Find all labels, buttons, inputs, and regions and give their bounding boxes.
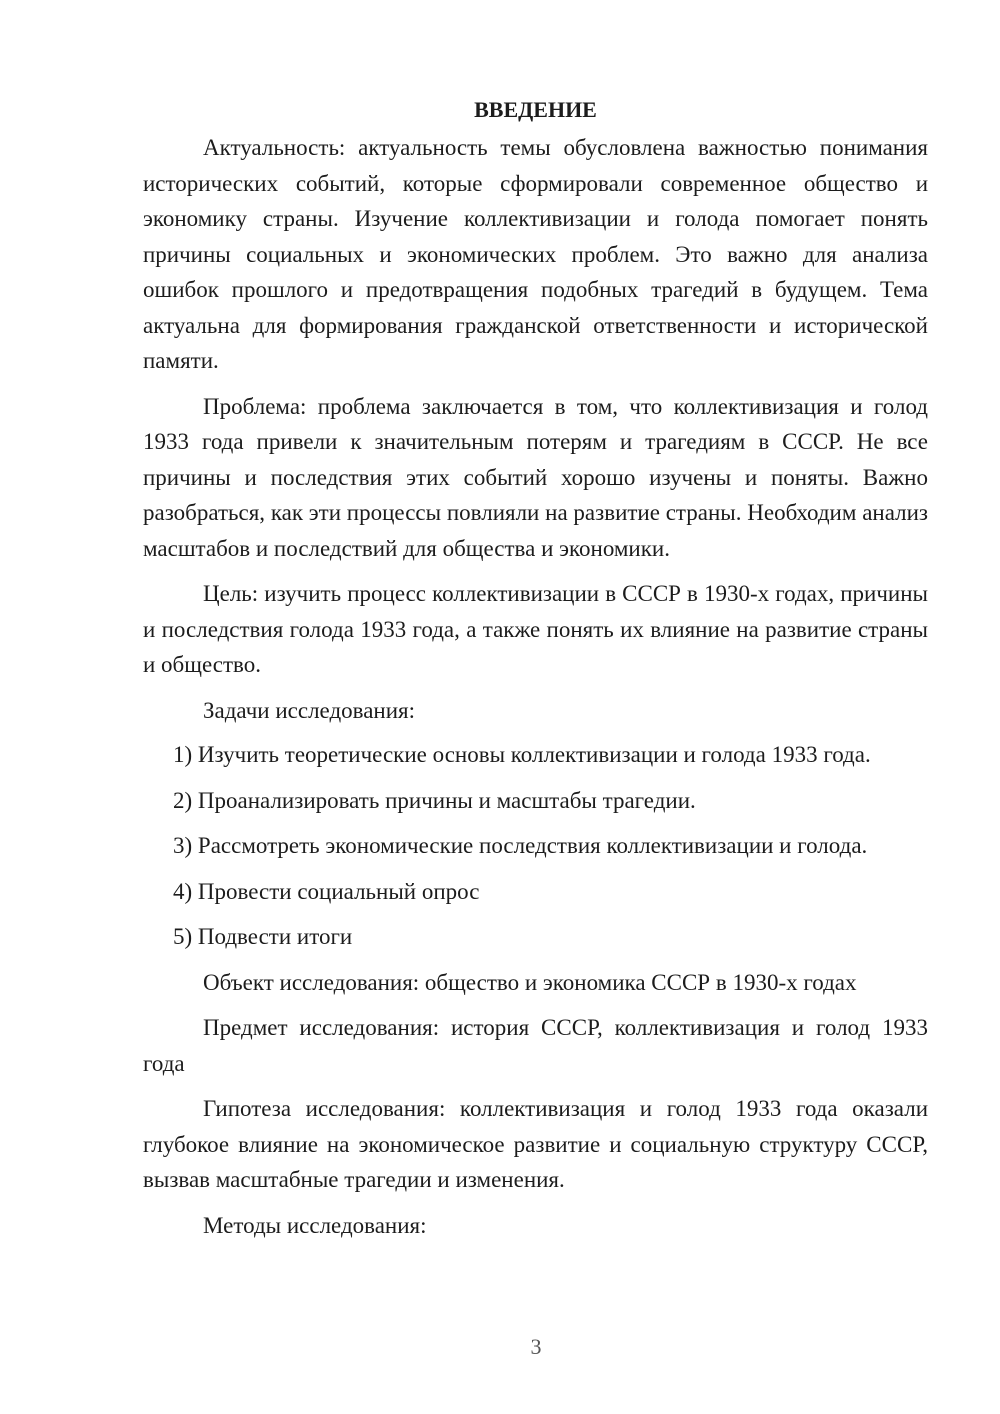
list-item: 4) Провести социальный опрос — [173, 878, 480, 904]
tasks-title: Задачи исследования: — [203, 697, 416, 723]
page-number: 3 — [530, 1334, 542, 1359]
hypothesis-paragraph: Гипотеза исследования: коллективизация и голод 1933 года оказали глубокое влияние на экономическое развитие и социальную структуру СССР, вызвав масштабные трагедии и изменения. — [143, 1096, 928, 1192]
methods-title: Методы исследования: — [203, 1212, 427, 1238]
list-item: 1) Изучить теоретические основы коллективизации и голода 1933 года. — [173, 742, 871, 767]
list-item: 3) Рассмотреть экономические последствия коллективизации и голода. — [173, 833, 868, 858]
problem-paragraph: Проблема: проблема заключается в том, что коллективизация и голод 1933 года привели к значительным потерям и трагедиям в СССР. Не все причины и последствия этих событий хорошо изучены и поняты. Важно разобраться, как эти процессы повлияли на развитие страны. Необходим анализ масштабов и последствий для общества и экономики. — [143, 393, 928, 561]
page-title: ВВЕДЕНИЕ — [474, 97, 597, 122]
list-item: 2) Проанализировать причины и масштабы трагедии. — [173, 787, 696, 813]
list-item: 5) Подвести итоги — [173, 924, 353, 949]
subject-paragraph: Предмет исследования: история СССР, коллективизация и голод 1933 года — [143, 1015, 928, 1076]
tasks-list — [143, 737, 928, 955]
goal-paragraph: Цель: изучить процесс коллективизации в СССР в 1930-х годах, причины и последствия голода 1933 года, а также понять их влияние на развитие страны и общество. — [143, 581, 928, 677]
document-body — [143, 92, 928, 1253]
object-paragraph: Объект исследования: общество и экономика СССР в 1930-х годах — [203, 969, 857, 995]
relevance-paragraph: Актуальность: актуальность темы обусловлена важностью понимания исторических событий, которые сформировали современное общество и экономику страны. Изучение коллективизации и голода помогает понять причины социальных и экономических проблем. Это важно для анализа ошибок прошлого и предотвращения подобных трагедий в будущем. Тема актуальна для формирования гражданской ответственности и исторической памяти. — [143, 135, 928, 373]
